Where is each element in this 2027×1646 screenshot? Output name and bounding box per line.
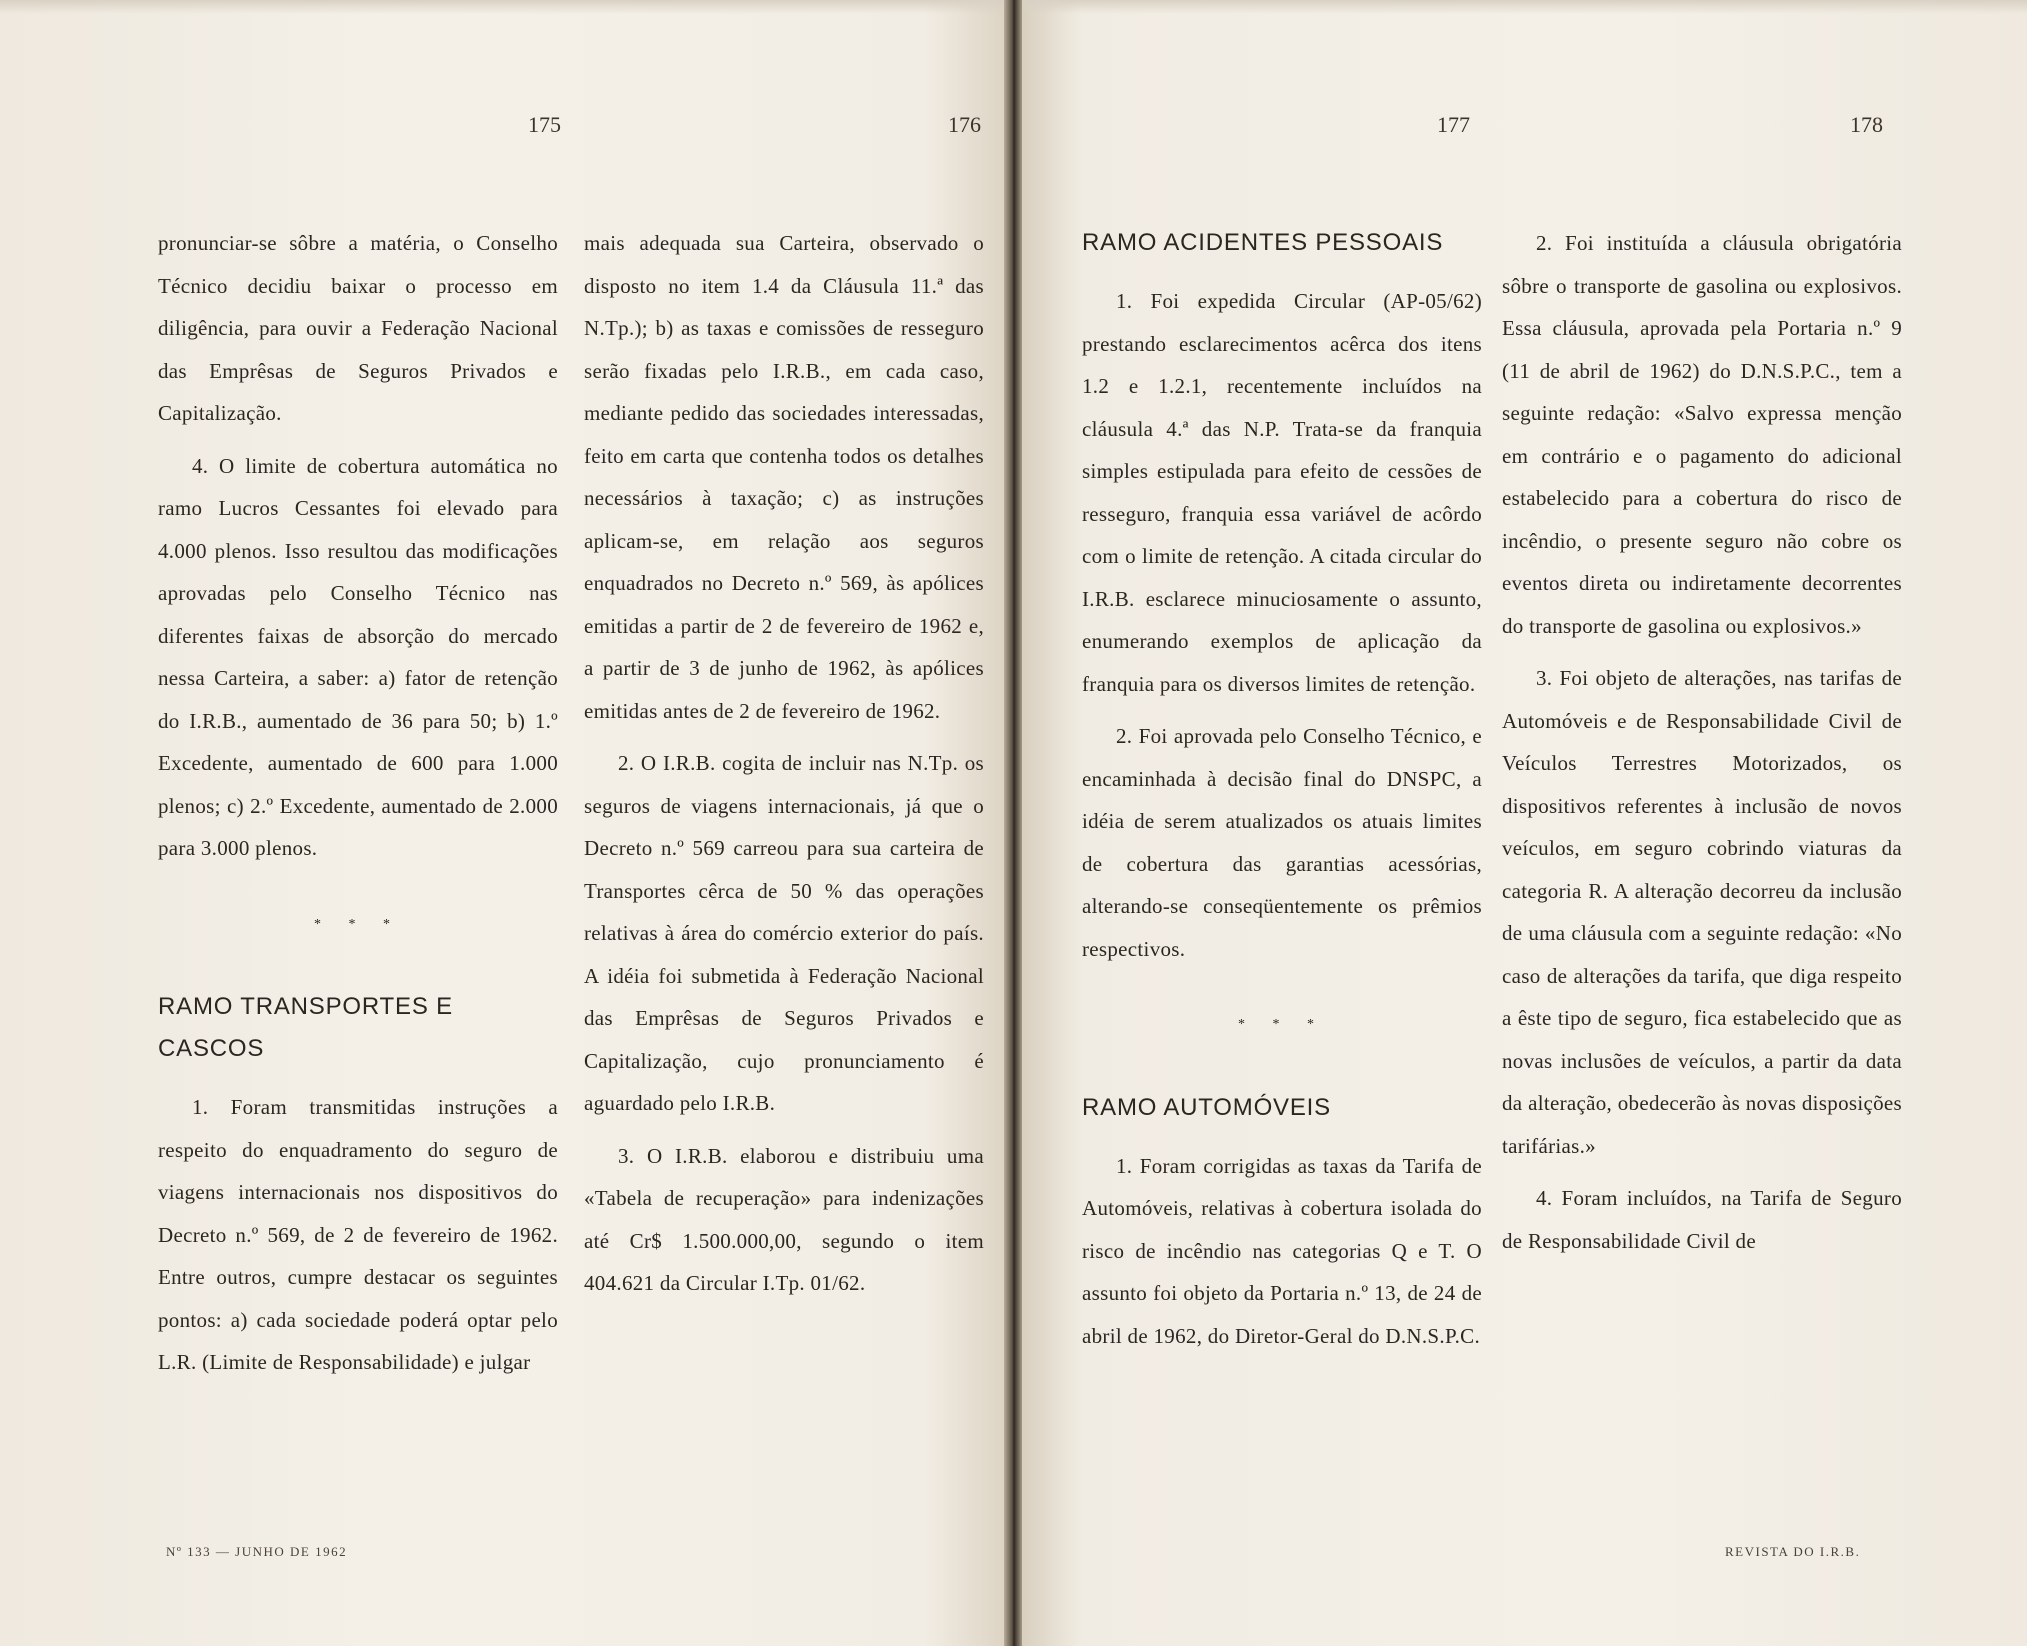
paragraph: mais adequada sua Carteira, observado o disposto no item 1.4 da Cláusula 11.ª das N.Tp.); b) as taxas e comissões de resseguro serão fixadas pelo I.R.B., em cada caso, mediante pedido das sociedades interessadas, feito em carta que contenha todos os detalhes necessários à taxação; c) as instruções aplicam-se, em relação aos seguros enquadrados no Decreto n.º 569, às apólices emitidas a partir de 2 de fevereiro de 1962 e, a partir de 3 de junho de 1962, às apólices emitidas antes de 2 de fevereiro de 1962. <box>584 231 984 723</box>
page-edge-shadow <box>1022 0 2027 14</box>
page-number-177: 177 <box>1437 112 1470 137</box>
column-page-176 <box>584 222 984 1315</box>
column-page-175 <box>158 222 558 1394</box>
paragraph: 1. Foram transmitidas instruções a respeito do enquadramento do seguro de viagens internacionais nos dispositivos do Decreto n.º 569, de 2 de fevereiro de 1962. Entre outros, cumpre destacar os seguintes pontos: a) cada sociedade poderá optar pelo L.R. (Limite de Responsabilidade) e julgar <box>158 1095 558 1374</box>
paragraph: 2. Foi aprovada pelo Conselho Técnico, e encaminhada à decisão final do DNSPC, a idéia de serem atualizados os atuais limites de cobertura das garantias acessórias, alterando-se conseqüentemente os prêmios respectivos. <box>1082 724 1482 961</box>
section-heading: RAMO ACIDENTES PESSOAIS <box>1082 229 1444 256</box>
column-page-177 <box>1082 222 1482 1367</box>
page-edge-shadow <box>0 0 1004 14</box>
paragraph: pronunciar-se sôbre a matéria, o Conselho Técnico decidiu baixar o processo em diligência, para ouvir a Federação Nacional das Emprêsas de Seguros Privados e Capitalização. <box>158 231 558 425</box>
paragraph: 4. O limite de cobertura automática no ramo Lucros Cessantes foi elevado para 4.000 plenos. Isso resultou das modificações aprovadas pelo Conselho Técnico nas diferentes faixas de absorção do mercado nessa Carteira, a saber: a) fator de retenção do I.R.B., aumentado de 36 para 50; b) 1.º Excedente, aumentado de 600 para 1.000 plenos; c) 2.º Excedente, aumentado de 2.000 para 3.000 plenos. <box>158 453 558 860</box>
paragraph: 3. O I.R.B. elaborou e distribuiu uma «Tabela de recuperação» para indenizações até Cr$ 1.500.000,00, segundo o item 404.621 da Circular I.Tp. 01/62. <box>584 1143 984 1295</box>
section-separator: * * * <box>314 916 402 932</box>
paragraph: 4. Foram incluídos, na Tarifa de Seguro de Responsabilidade Civil de <box>1502 1186 1902 1253</box>
column-page-178 <box>1502 222 1902 1272</box>
right-page <box>1022 0 2027 1646</box>
footer-journal: REVISTA DO I.R.B. <box>1725 1544 1861 1559</box>
page-number-178: 178 <box>1850 112 1883 137</box>
section-separator: * * * <box>1238 1017 1326 1032</box>
paragraph: 2. Foi instituída a cláusula obrigatória sôbre o transporte de gasolina ou explosivos. Essa cláusula, aprovada pela Portaria n.º 9 (11 de abril de 1962) do D.N.S.P.C., tem a seguinte redação: «Salvo expressa menção em contrário e o pagamento do adicional estabelecido para a cobertura do risco de incêndio, o presente seguro não cobre os eventos direta ou indiretamente decorrentes do transporte de gasolina ou explosivos.» <box>1502 231 1902 638</box>
page-number-175: 175 <box>528 112 561 137</box>
section-heading: RAMO TRANSPORTES E CASCOS <box>158 993 453 1062</box>
paragraph: 1. Foram corrigidas as taxas da Tarifa de Automóveis, relativas à cobertura isolada do risco de incêndio nas categorias Q e T. O assunto foi objeto da Portaria n.º 13, de 24 de abril de 1962, do Diretor-Geral do D.N.S.P.C. <box>1082 1153 1482 1348</box>
footer-issue: Nº 133 — JUNHO DE 1962 <box>166 1544 348 1559</box>
paragraph: 2. O I.R.B. cogita de incluir nas N.Tp. os seguros de viagens internacionais, já que o Decreto n.º 569 carreou para sua carteira de Transportes cêrca de 50 % das operações relativas à área do comércio exterior do país. A idéia foi submetida à Federação Nacional das Emprêsas de Seguros Privados e Capitalização, cujo pronunciamento é aguardado pelo I.R.B. <box>584 751 984 1115</box>
book-gutter <box>1004 0 1022 1646</box>
left-page <box>0 0 1004 1646</box>
section-heading: RAMO AUTOMÓVEIS <box>1082 1093 1331 1121</box>
paragraph: 1. Foi expedida Circular (AP-05/62) prestando esclarecimentos acêrca dos itens 1.2 e 1.2.1, recentemente incluídos na cláusula 4.ª das N.P. Trata-se da franquia simples estipulada para efeito de cessões de resseguro, franquia essa variável de acôrdo com o limite de retenção. A citada circular do I.R.B. esclarece minuciosamente o assunto, enumerando exemplos de aplicação da franquia para os diversos limites de retenção. <box>1082 289 1482 696</box>
page-number-176: 176 <box>948 112 981 137</box>
paragraph: 3. Foi objeto de alterações, nas tarifas de Automóveis e de Responsabilidade Civil de Veículos Terrestres Motorizados, os dispositivos referentes à inclusão de novos veículos, em seguro cobrindo viaturas da categoria R. A alteração decorreu da inclusão de uma cláusula com a seguinte redação: «No caso de alterações da tarifa, que diga respeito a êste tipo de seguro, fica estabelecido que as novas inclusões de veículos, a partir da data da alteração, obedecerão às novas disposições tarifárias.» <box>1502 666 1902 1158</box>
